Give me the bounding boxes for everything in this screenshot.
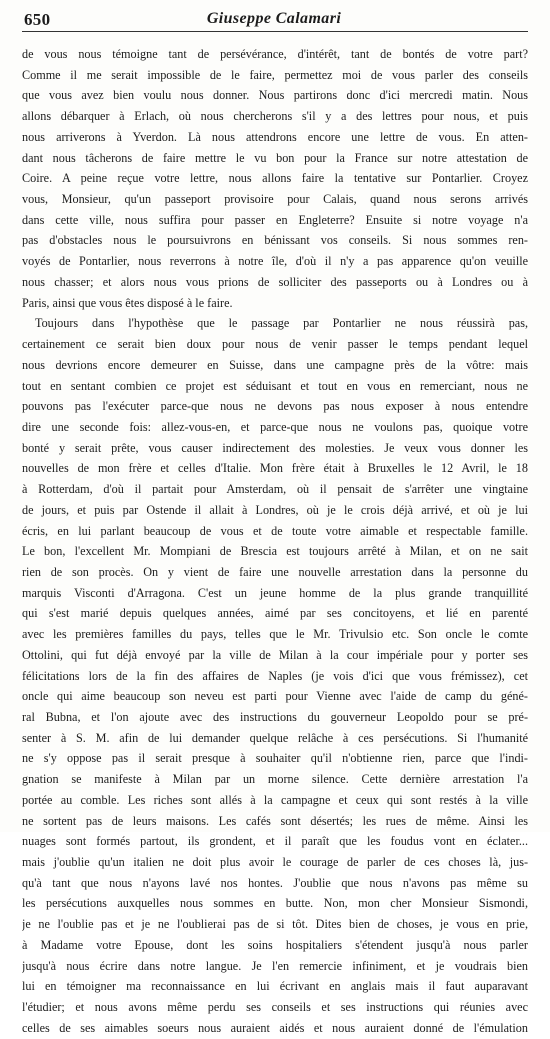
text-line: dans cette ville, nous suffira pour passer en Engleterre? Ensuite si notre voyage n'a — [22, 212, 528, 227]
text-line: l'étudier; et nous avons même perdu ses conseils et ses instructions qui réunies avec — [22, 1000, 528, 1015]
text-line: dant nous tâcherons de faire mettre le vu bon pour la France sur notre attestation de — [22, 150, 528, 165]
text-line: voyés de Pontarlier, nous reverrons à notre île, d'où il n'y a pas apparence qu'on veuille — [22, 254, 528, 269]
text-line: qui s'est marié depuis quelques années, aimé par ses concitoyens, et lié en parenté — [22, 606, 528, 621]
text-line: dire une seconde fois: allez-vous-en, et parce-que nous ne voulons pas, quoique votre — [22, 419, 528, 434]
text-line: certainement ce serait bien doux pour nous de venir passer le temps pendant lequel — [22, 337, 528, 352]
text-line: avec les premières familles du pays, telles que le Mr. Trivulsio etc. Son oncle le comte — [22, 627, 528, 642]
text-line: à Madame votre Epouse, dont les soins hospitaliers s'étendent jusqu'à nous parler — [22, 937, 528, 952]
text-line: senter à S. M. afin de lui demander quelque relâche à ces persécutions. Si l'humanité — [22, 730, 528, 745]
text-line: je ne l'oublie pas et je ne l'oublierai pas de si tôt. Dites bien de choses, je vous en prie, — [22, 917, 528, 932]
text-line: Ottolini, qui fut déjà envoyé par la ville de Milan à la cour impériale pour y porter ses — [22, 647, 528, 662]
text-line: pas d'obstacles nous le poursuivrons en bénissant vos conseils. Si nous sommes ren- — [22, 233, 528, 248]
text-line: de jours, et puis par Ostende il allait à Londres, où je le crois déjà arrivé, et où je lui — [22, 502, 528, 517]
text-line: nous devrions encore demeurer en Suisse, dans une campagne près de la vôtre: mais — [22, 357, 528, 372]
text-line: félicitations lors de la fin des affaires de Naples (je vois d'ici que vous frémissez), cet — [22, 668, 528, 683]
text-line: ne s'y oppose pas il serait presque à souhaiter qu'il n'obtienne rien, parce que l'indi- — [22, 751, 528, 766]
text-line: Comme il me serait impossible de le faire, permettez moi de vous parler des conseils — [22, 67, 528, 82]
text-line: celles de ses aimables soeurs nous auraient aidés et nous auraient donné de l'émulation — [22, 1020, 528, 1035]
text-line: mais j'oublie qu'un italien ne doit plus avoir le courage de parler de ces choses là, jus- — [22, 855, 528, 870]
header-rule — [22, 31, 528, 32]
text-line: nuages sont formés partout, ils grondent, et il paraît que les foudus vont en éclater... — [22, 834, 528, 849]
text-line: gnation se manifeste à Milan par un morne silence. Cette dernière arrestation l'a — [22, 772, 528, 787]
text-line: bonté y serait prête, vous causer indirectement des molesties. Je veux vous donner les — [22, 440, 528, 455]
text-line: lui en témoigner ma reconnaissance en lui écrivant en anglais mais il faut auparavant — [22, 979, 528, 994]
text-line: tout en sentant combien ce projet est séduisant et tout en vous en remerciant, nous ne — [22, 378, 528, 393]
text-line: nouvelles de mon frère et celles d'Italie. Mon frère était à Bruxelles le 12 Avril, le 18 — [22, 461, 528, 476]
text-line: vous, Monsieur, qu'un passeport provisoire pour Calais, quand nous serons arrivés — [22, 192, 528, 207]
text-line: à Rotterdam, d'où il partait pour Amsterdam, où il pensait de s'arrêter une vingtaine — [22, 482, 528, 497]
text-line: Le bon, l'excellent Mr. Mompiani de Brescia est toujours arrêté à Milan, et on ne sait — [22, 544, 528, 559]
text-line: de vous nous témoigne tant de persévérance, d'intérêt, tant de bontés de votre part? — [22, 47, 528, 61]
text-line: nous arriverons à Yverdon. Là nous attendrons encore une lettre de vous. En atten- — [22, 129, 528, 144]
text-line: rien de son procès. On y vient de faire une nouvelle arrestation dans la personne du — [22, 564, 528, 579]
text-line: oncle qui aime beaucoup son neveu est parti pour Vienne avec l'aide de camp du géné- — [22, 689, 528, 704]
text-line: Coire. A peine reçue votre lettre, nous allons faire la tentative sur Pontarlier. Croyez — [22, 171, 528, 186]
text-line: que vous avez bien voulu nous donner. Nous partirons donc d'ici mercredi matin. Nous — [22, 88, 528, 103]
text-line: pouvons pas l'exécuter parce-que nous ne devons pas nous exposer à nous entendre — [22, 399, 528, 414]
page-number: 650 — [24, 10, 51, 29]
text-line: marquis Visconti d'Arragona. C'est un jeune homme de la plus grande tranquillité — [22, 585, 528, 600]
running-title: Giuseppe Calamari — [206, 10, 342, 27]
text-line: jusqu'à nous écrire dans notre langue. Je l'en remercie infiniment, et je voudrais bien — [22, 958, 528, 973]
text-line: ne sortent pas de leurs maisons. Les cafés sont désertés; les rues de même. Ainsi les — [22, 813, 528, 828]
text-line: nous chasser; et alors nous vous prions de solliciter des passeports ou à Londres ou à — [22, 274, 528, 289]
text-line: qu'à tant que nous n'ayons lavé nos hontes. J'oublie que nous n'avons pas même su — [22, 875, 528, 890]
text-line: portée au comble. Les riches sont allés à la campagne et ceux qui sont restés à la ville — [22, 792, 528, 807]
text-line: Paris, ainsi que vous êtes disposé à le faire. — [22, 295, 233, 310]
text-line: Toujours dans l'hypothèse que le passage par Pontarlier ne nous réussirà pas, — [35, 316, 528, 331]
body-text — [22, 44, 528, 1039]
text-line: écris, en lui parlant beaucoup de vous et de toute votre aimable et respectable famille. — [22, 523, 528, 538]
text-line: les persécutions auxquelles nous sommes en butte. Non, mon cher Monsieur Sismondi, — [22, 896, 528, 911]
text-line: ral Bubna, et l'on ajoute avec des instructions du gouverneur Leopoldo pour se pré- — [22, 710, 528, 724]
text-line: allons débarquer à Erlach, où nous chercherons s'il y a des lettres pour nous, et puis — [22, 109, 528, 124]
